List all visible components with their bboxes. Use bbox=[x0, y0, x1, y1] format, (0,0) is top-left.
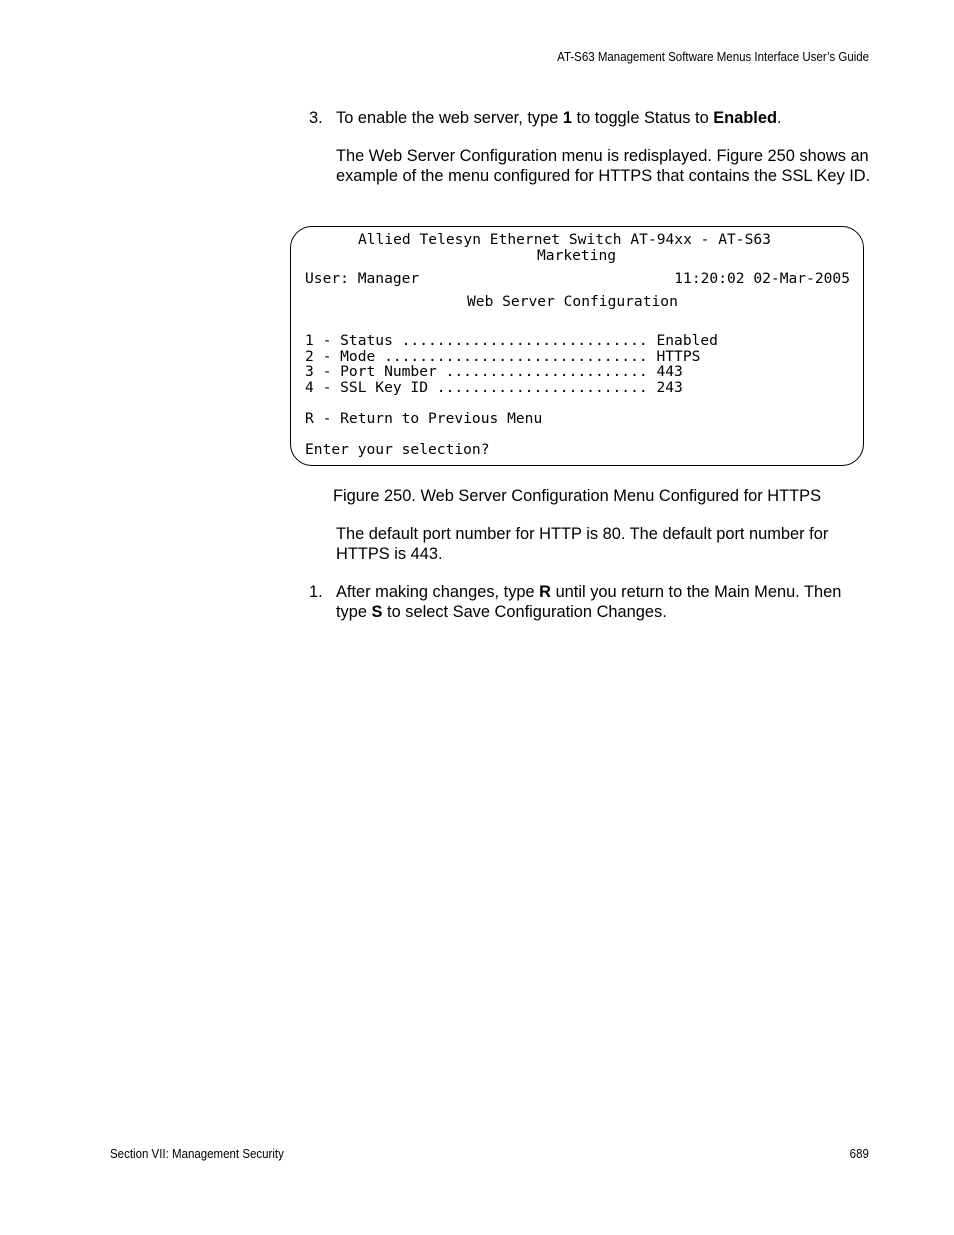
step-1-text: After making changes, type R until you return to the Main Menu. Then type S to select Save Configuration Changes. bbox=[336, 583, 842, 621]
figure-caption: Figure 250. Web Server Configuration Menu Configured for HTTPS bbox=[333, 487, 822, 505]
menu-item-ssl-key-id[interactable]: 4 - SSL Key ID ........................ 243 bbox=[305, 379, 683, 396]
screen-timestamp: 11:20:02 02-Mar-2005 bbox=[674, 270, 850, 287]
step-number: 1. bbox=[309, 583, 323, 601]
enabled-value: Enabled bbox=[713, 109, 777, 127]
terminal-screen bbox=[290, 226, 864, 466]
key-1: 1 bbox=[562, 109, 572, 127]
menu-item-mode[interactable]: 2 - Mode .............................. HTTPS bbox=[305, 348, 701, 365]
selection-prompt[interactable]: Enter your selection? bbox=[305, 441, 490, 458]
paragraph-default-ports: The default port number for HTTP is 80. The default port number for HTTPS is 443. bbox=[336, 525, 829, 563]
footer-section: Section VII: Management Security bbox=[110, 1147, 284, 1161]
menu-item-status[interactable]: 1 - Status ............................ Enabled bbox=[305, 332, 718, 349]
menu-item-port-number[interactable]: 3 - Port Number ....................... 443 bbox=[305, 363, 683, 380]
key-r: R bbox=[539, 583, 552, 601]
menu-item-return[interactable]: R - Return to Previous Menu bbox=[305, 410, 543, 427]
screen-menu-title: Web Server Configuration bbox=[467, 293, 678, 310]
paragraph-menu-redisplayed: The Web Server Configuration menu is redisplayed. Figure 250 shows an example of the menu configured for HTTPS that contains the SSL Key ID. bbox=[336, 147, 871, 185]
step-3-text: To enable the web server, type 1 to toggle Status to Enabled. bbox=[336, 109, 782, 127]
screen-user: User: Manager bbox=[305, 270, 420, 287]
screen-subtitle: Marketing bbox=[537, 247, 617, 264]
step-number: 3. bbox=[309, 109, 323, 127]
screen-title: Allied Telesyn Ethernet Switch AT-94xx - AT-S63 bbox=[358, 231, 771, 248]
key-s: S bbox=[371, 603, 383, 621]
page-number: 689 bbox=[849, 1147, 869, 1161]
running-header: AT-S63 Management Software Menus Interface User’s Guide bbox=[557, 50, 869, 64]
